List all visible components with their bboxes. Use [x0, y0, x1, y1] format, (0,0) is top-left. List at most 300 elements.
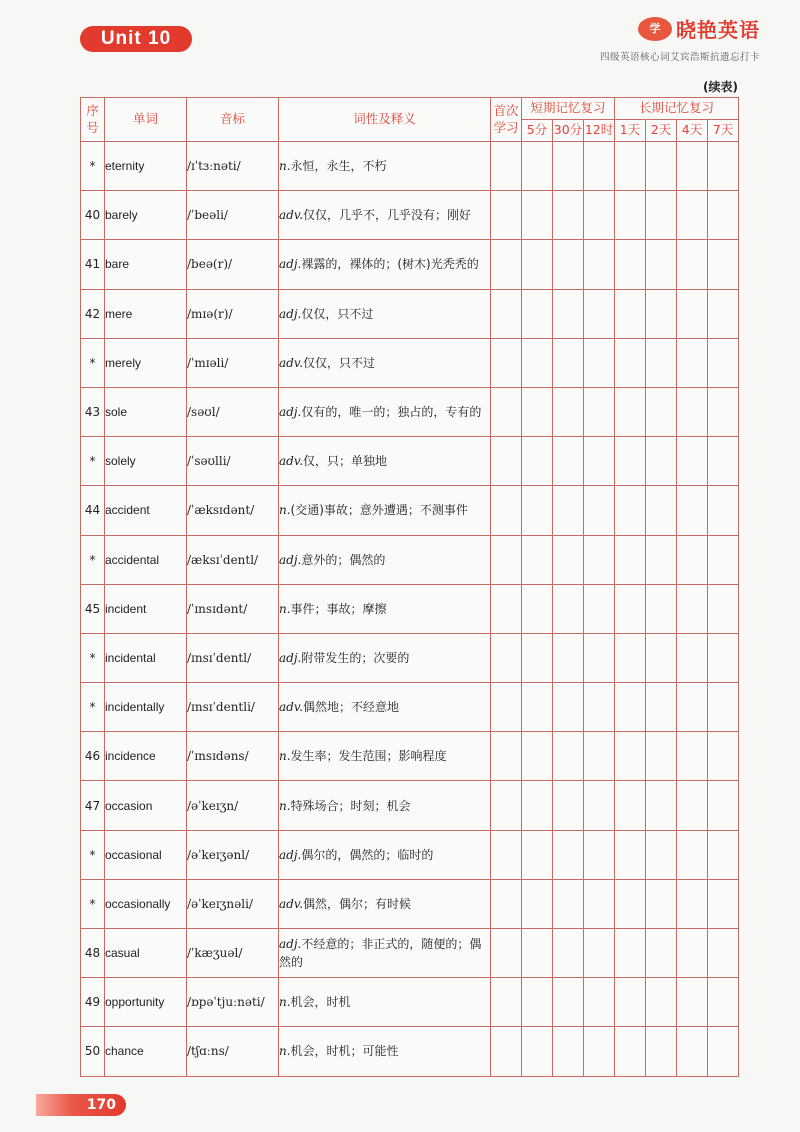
review-4day-check[interactable]: [677, 289, 708, 338]
review-4day-check[interactable]: [677, 1027, 708, 1076]
first-study-check[interactable]: [491, 584, 522, 633]
review-5min-check[interactable]: [522, 191, 553, 240]
review-7day-check[interactable]: [708, 535, 739, 584]
table-row: [81, 584, 739, 633]
first-study-check[interactable]: [491, 142, 522, 191]
continued-label: (续表): [703, 80, 738, 94]
review-1day-check[interactable]: [615, 338, 646, 387]
review-1day-check[interactable]: [615, 1027, 646, 1076]
definition-cell: [279, 978, 491, 1027]
part-of-speech: adj.: [279, 257, 302, 272]
review-1day-check[interactable]: [615, 978, 646, 1027]
first-study-check[interactable]: [491, 535, 522, 584]
review-12h-check[interactable]: [584, 584, 615, 633]
definition-text: 发生率；发生范围；影响程度: [290, 749, 447, 764]
table-header-row: [81, 98, 739, 120]
review-4day-check[interactable]: [677, 338, 708, 387]
first-study-check[interactable]: [491, 191, 522, 240]
part-of-speech: n.: [279, 749, 291, 764]
review-4day-check[interactable]: [677, 387, 708, 436]
table-row: [81, 978, 739, 1027]
table-body: [81, 142, 739, 1077]
review-5min-check[interactable]: [522, 535, 553, 584]
review-1day-check[interactable]: [615, 929, 646, 978]
definition-cell: [279, 781, 491, 830]
review-4day-check[interactable]: [677, 584, 708, 633]
part-of-speech: adj.: [279, 405, 302, 420]
review-12h-check[interactable]: [584, 879, 615, 928]
part-of-speech: n.: [279, 503, 291, 518]
review-12h-check[interactable]: [584, 633, 615, 682]
review-30min-check[interactable]: [553, 683, 584, 732]
review-30min-check[interactable]: [553, 633, 584, 682]
review-2day-check[interactable]: [646, 633, 677, 682]
review-7day-check[interactable]: [708, 486, 739, 535]
table-row: [81, 142, 739, 191]
brand-header: [600, 14, 760, 43]
part-of-speech: n.: [279, 798, 291, 813]
definition-cell: [279, 486, 491, 535]
definition-text: 仅仅，只不过: [301, 306, 374, 321]
review-2day-check[interactable]: [646, 732, 677, 781]
first-study-check[interactable]: [491, 387, 522, 436]
first-study-check[interactable]: [491, 683, 522, 732]
phonetic-cell: /ɪˈtɜːnəti/: [187, 142, 279, 191]
review-30min-check[interactable]: [553, 978, 584, 1027]
review-1day-check[interactable]: [615, 486, 646, 535]
review-7day-check[interactable]: [708, 781, 739, 830]
phonetic-cell: /beə(r)/: [187, 240, 279, 289]
review-7day-check[interactable]: [708, 338, 739, 387]
review-2day-check[interactable]: [646, 240, 677, 289]
row-number: 41: [81, 240, 105, 289]
table-row: [81, 535, 739, 584]
word-cell: mere: [105, 289, 187, 338]
header-12h: 12时: [584, 120, 615, 142]
review-12h-check[interactable]: [584, 929, 615, 978]
phonetic-cell: /əˈkeɪʒənl/: [187, 830, 279, 879]
review-12h-check[interactable]: [584, 387, 615, 436]
part-of-speech: adv.: [279, 208, 304, 223]
review-4day-check[interactable]: [677, 732, 708, 781]
phonetic-cell: /mɪə(r)/: [187, 289, 279, 338]
word-cell: casual: [105, 929, 187, 978]
first-study-check[interactable]: [491, 929, 522, 978]
part-of-speech: adj.: [279, 650, 302, 665]
definition-cell: [279, 830, 491, 879]
row-number: *: [81, 683, 105, 732]
header-word: 单词: [105, 98, 187, 142]
word-cell: bare: [105, 240, 187, 289]
review-4day-check[interactable]: [677, 929, 708, 978]
review-4day-check[interactable]: [677, 191, 708, 240]
header-long-term: 长期记忆复习: [615, 98, 739, 120]
review-12h-check[interactable]: [584, 781, 615, 830]
review-5min-check[interactable]: [522, 781, 553, 830]
review-12h-check[interactable]: [584, 683, 615, 732]
review-12h-check[interactable]: [584, 289, 615, 338]
header-phonetic: 音标: [187, 98, 279, 142]
header-first-study: 首次学习: [491, 98, 522, 142]
review-4day-check[interactable]: [677, 240, 708, 289]
first-study-check[interactable]: [491, 830, 522, 879]
review-7day-check[interactable]: [708, 387, 739, 436]
row-number: *: [81, 879, 105, 928]
review-2day-check[interactable]: [646, 879, 677, 928]
header-short-term: 短期记忆复习: [522, 98, 615, 120]
review-5min-check[interactable]: [522, 437, 553, 486]
review-5min-check[interactable]: [522, 240, 553, 289]
review-4day-check[interactable]: [677, 437, 708, 486]
review-1day-check[interactable]: [615, 437, 646, 486]
definition-text: 事件；事故；摩擦: [290, 601, 387, 616]
definition-text: 意外的；偶然的: [301, 552, 386, 567]
first-study-check[interactable]: [491, 781, 522, 830]
review-5min-check[interactable]: [522, 633, 553, 682]
review-5min-check[interactable]: [522, 338, 553, 387]
word-cell: occasionally: [105, 879, 187, 928]
definition-cell: [279, 142, 491, 191]
review-7day-check[interactable]: [708, 683, 739, 732]
definition-text: 附带发生的；次要的: [301, 650, 410, 665]
phonetic-cell: /ˈsəʊlli/: [187, 437, 279, 486]
table-row: [81, 289, 739, 338]
review-7day-check[interactable]: [708, 437, 739, 486]
page-number: 170: [36, 1094, 126, 1116]
definition-cell: [279, 289, 491, 338]
header-no: 序号: [81, 98, 105, 142]
row-number: *: [81, 535, 105, 584]
review-12h-check[interactable]: [584, 486, 615, 535]
review-7day-check[interactable]: [708, 633, 739, 682]
part-of-speech: adj.: [279, 552, 302, 567]
definition-cell: [279, 535, 491, 584]
review-5min-check[interactable]: [522, 486, 553, 535]
review-30min-check[interactable]: [553, 486, 584, 535]
review-2day-check[interactable]: [646, 191, 677, 240]
review-2day-check[interactable]: [646, 338, 677, 387]
review-12h-check[interactable]: [584, 830, 615, 879]
review-30min-check[interactable]: [553, 781, 584, 830]
word-cell: occasional: [105, 830, 187, 879]
phonetic-cell: /æksɪˈdentl/: [187, 535, 279, 584]
review-7day-check[interactable]: [708, 191, 739, 240]
header-definition: 词性及释义: [279, 98, 491, 142]
table-row: [81, 437, 739, 486]
review-30min-check[interactable]: [553, 289, 584, 338]
review-5min-check[interactable]: [522, 978, 553, 1027]
phonetic-cell: /ɪnsɪˈdentli/: [187, 683, 279, 732]
review-30min-check[interactable]: [553, 584, 584, 633]
row-number: *: [81, 633, 105, 682]
review-30min-check[interactable]: [553, 387, 584, 436]
table-row: [81, 486, 739, 535]
review-7day-check[interactable]: [708, 240, 739, 289]
part-of-speech: adv.: [279, 700, 304, 715]
row-number: 44: [81, 486, 105, 535]
header-1day: 1天: [615, 120, 646, 142]
table-row: [81, 191, 739, 240]
definition-text: 裸露的，裸体的；(树木)光秃秃的: [301, 257, 479, 272]
row-number: 46: [81, 732, 105, 781]
definition-text: 偶尔的，偶然的；临时的: [301, 847, 434, 862]
table-row: [81, 338, 739, 387]
row-number: *: [81, 142, 105, 191]
review-30min-check[interactable]: [553, 929, 584, 978]
part-of-speech: adj.: [279, 937, 302, 952]
review-2day-check[interactable]: [646, 830, 677, 879]
definition-text: 仅仅，几乎不，几乎没有；刚好: [303, 208, 472, 223]
review-30min-check[interactable]: [553, 535, 584, 584]
brand-logo-icon: 学: [638, 17, 672, 41]
row-number: 48: [81, 929, 105, 978]
review-2day-check[interactable]: [646, 437, 677, 486]
review-2day-check[interactable]: [646, 486, 677, 535]
review-5min-check[interactable]: [522, 732, 553, 781]
header-4day: 4天: [677, 120, 708, 142]
definition-cell: [279, 437, 491, 486]
first-study-check[interactable]: [491, 879, 522, 928]
table-row: [81, 1027, 739, 1076]
review-4day-check[interactable]: [677, 142, 708, 191]
review-1day-check[interactable]: [615, 732, 646, 781]
definition-text: 仅有的，唯一的；独占的，专有的: [301, 405, 482, 420]
phonetic-cell: /tʃɑːns/: [187, 1027, 279, 1076]
definition-cell: [279, 1027, 491, 1076]
review-4day-check[interactable]: [677, 978, 708, 1027]
review-4day-check[interactable]: [677, 633, 708, 682]
review-1day-check[interactable]: [615, 633, 646, 682]
review-2day-check[interactable]: [646, 289, 677, 338]
definition-cell: [279, 732, 491, 781]
header-5min: 5分: [522, 120, 553, 142]
review-2day-check[interactable]: [646, 387, 677, 436]
review-7day-check[interactable]: [708, 584, 739, 633]
phonetic-cell: /ˈæksɪdənt/: [187, 486, 279, 535]
review-5min-check[interactable]: [522, 1027, 553, 1076]
row-number: *: [81, 338, 105, 387]
phonetic-cell: /ˈɪnsɪdəns/: [187, 732, 279, 781]
review-1day-check[interactable]: [615, 240, 646, 289]
first-study-check[interactable]: [491, 338, 522, 387]
review-5min-check[interactable]: [522, 830, 553, 879]
review-30min-check[interactable]: [553, 142, 584, 191]
review-12h-check[interactable]: [584, 437, 615, 486]
review-12h-check[interactable]: [584, 142, 615, 191]
definition-cell: [279, 584, 491, 633]
review-5min-check[interactable]: [522, 142, 553, 191]
word-cell: occasion: [105, 781, 187, 830]
definition-cell: [279, 879, 491, 928]
first-study-check[interactable]: [491, 732, 522, 781]
part-of-speech: n.: [279, 1044, 291, 1059]
review-7day-check[interactable]: [708, 978, 739, 1027]
review-2day-check[interactable]: [646, 535, 677, 584]
review-12h-check[interactable]: [584, 1027, 615, 1076]
word-cell: sole: [105, 387, 187, 436]
review-1day-check[interactable]: [615, 781, 646, 830]
review-7day-check[interactable]: [708, 289, 739, 338]
review-2day-check[interactable]: [646, 978, 677, 1027]
phonetic-cell: /əˈkeɪʒnəli/: [187, 879, 279, 928]
definition-cell: [279, 929, 491, 978]
review-2day-check[interactable]: [646, 781, 677, 830]
phonetic-cell: /ˈɪnsɪdənt/: [187, 584, 279, 633]
review-2day-check[interactable]: [646, 929, 677, 978]
header-2day: 2天: [646, 120, 677, 142]
row-number: 47: [81, 781, 105, 830]
definition-cell: [279, 387, 491, 436]
header-7day: 7天: [708, 120, 739, 142]
review-30min-check[interactable]: [553, 732, 584, 781]
review-7day-check[interactable]: [708, 142, 739, 191]
row-number: 43: [81, 387, 105, 436]
review-30min-check[interactable]: [553, 240, 584, 289]
table-row: [81, 830, 739, 879]
review-1day-check[interactable]: [615, 289, 646, 338]
review-4day-check[interactable]: [677, 879, 708, 928]
table-row: [81, 929, 739, 978]
word-cell: chance: [105, 1027, 187, 1076]
word-cell: solely: [105, 437, 187, 486]
vocabulary-table: [80, 97, 739, 1077]
review-1day-check[interactable]: [615, 683, 646, 732]
definition-text: 机会，时机；可能性: [290, 1044, 399, 1059]
word-cell: accidental: [105, 535, 187, 584]
part-of-speech: adv.: [279, 355, 304, 370]
table-row: [81, 387, 739, 436]
table-row: [81, 781, 739, 830]
definition-cell: [279, 683, 491, 732]
first-study-check[interactable]: [491, 289, 522, 338]
part-of-speech: n.: [279, 159, 291, 174]
first-study-check[interactable]: [491, 633, 522, 682]
review-30min-check[interactable]: [553, 191, 584, 240]
table-row: [81, 633, 739, 682]
row-number: 42: [81, 289, 105, 338]
word-cell: accident: [105, 486, 187, 535]
review-5min-check[interactable]: [522, 929, 553, 978]
word-cell: incidental: [105, 633, 187, 682]
table-row: [81, 240, 739, 289]
definition-text: (交通)事故；意外遭遇；不测事件: [290, 503, 468, 518]
word-cell: eternity: [105, 142, 187, 191]
review-1day-check[interactable]: [615, 830, 646, 879]
review-7day-check[interactable]: [708, 732, 739, 781]
definition-cell: [279, 191, 491, 240]
review-5min-check[interactable]: [522, 584, 553, 633]
review-30min-check[interactable]: [553, 879, 584, 928]
word-cell: opportunity: [105, 978, 187, 1027]
review-12h-check[interactable]: [584, 240, 615, 289]
part-of-speech: adj.: [279, 306, 302, 321]
review-1day-check[interactable]: [615, 535, 646, 584]
brand-subtitle: 四级英语核心词艾宾浩斯抗遗忘打卡: [599, 52, 760, 63]
review-4day-check[interactable]: [677, 781, 708, 830]
review-4day-check[interactable]: [677, 830, 708, 879]
first-study-check[interactable]: [491, 1027, 522, 1076]
first-study-check[interactable]: [491, 240, 522, 289]
review-30min-check[interactable]: [553, 437, 584, 486]
row-number: 45: [81, 584, 105, 633]
review-4day-check[interactable]: [677, 535, 708, 584]
phonetic-cell: /ˈbeəli/: [187, 191, 279, 240]
definition-text: 仅，只；单独地: [303, 454, 388, 469]
row-number: 50: [81, 1027, 105, 1076]
word-cell: merely: [105, 338, 187, 387]
review-5min-check[interactable]: [522, 683, 553, 732]
definition-text: 机会，时机: [290, 995, 351, 1010]
unit-badge: Unit 10: [80, 26, 192, 52]
part-of-speech: n.: [279, 995, 291, 1010]
phonetic-cell: /ˈkæʒuəl/: [187, 929, 279, 978]
review-1day-check[interactable]: [615, 142, 646, 191]
first-study-check[interactable]: [491, 486, 522, 535]
brand-name: 晓艳英语: [676, 18, 760, 42]
definition-cell: [279, 240, 491, 289]
review-30min-check[interactable]: [553, 830, 584, 879]
review-12h-check[interactable]: [584, 338, 615, 387]
definition-text: 永恒，永生，不朽: [290, 159, 387, 174]
review-1day-check[interactable]: [615, 879, 646, 928]
row-number: 49: [81, 978, 105, 1027]
definition-text: 不经意的；非正式的，随便的；偶然的: [279, 937, 482, 970]
word-cell: incident: [105, 584, 187, 633]
review-12h-check[interactable]: [584, 732, 615, 781]
part-of-speech: adv.: [279, 896, 304, 911]
word-cell: incidentally: [105, 683, 187, 732]
first-study-check[interactable]: [491, 978, 522, 1027]
review-12h-check[interactable]: [584, 191, 615, 240]
phonetic-cell: /ˈmɪəli/: [187, 338, 279, 387]
definition-text: 特殊场合；时刻；机会: [290, 798, 411, 813]
first-study-check[interactable]: [491, 437, 522, 486]
review-1day-check[interactable]: [615, 387, 646, 436]
review-7day-check[interactable]: [708, 929, 739, 978]
review-12h-check[interactable]: [584, 535, 615, 584]
review-7day-check[interactable]: [708, 1027, 739, 1076]
review-7day-check[interactable]: [708, 879, 739, 928]
review-5min-check[interactable]: [522, 387, 553, 436]
review-30min-check[interactable]: [553, 338, 584, 387]
table-row: [81, 732, 739, 781]
review-2day-check[interactable]: [646, 584, 677, 633]
review-2day-check[interactable]: [646, 683, 677, 732]
brand-block: [600, 14, 760, 63]
part-of-speech: adv.: [279, 454, 304, 469]
review-1day-check[interactable]: [615, 584, 646, 633]
review-7day-check[interactable]: [708, 830, 739, 879]
review-5min-check[interactable]: [522, 879, 553, 928]
phonetic-cell: /əˈkeɪʒn/: [187, 781, 279, 830]
word-cell: barely: [105, 191, 187, 240]
definition-text: 仅仅，只不过: [303, 355, 376, 370]
review-4day-check[interactable]: [677, 486, 708, 535]
review-2day-check[interactable]: [646, 142, 677, 191]
definition-text: 偶然，偶尔；有时候: [303, 896, 412, 911]
review-1day-check[interactable]: [615, 191, 646, 240]
row-number: 40: [81, 191, 105, 240]
review-30min-check[interactable]: [553, 1027, 584, 1076]
review-5min-check[interactable]: [522, 289, 553, 338]
review-4day-check[interactable]: [677, 683, 708, 732]
word-cell: incidence: [105, 732, 187, 781]
definition-cell: [279, 338, 491, 387]
table-row: [81, 683, 739, 732]
review-2day-check[interactable]: [646, 1027, 677, 1076]
row-number: *: [81, 830, 105, 879]
review-12h-check[interactable]: [584, 978, 615, 1027]
